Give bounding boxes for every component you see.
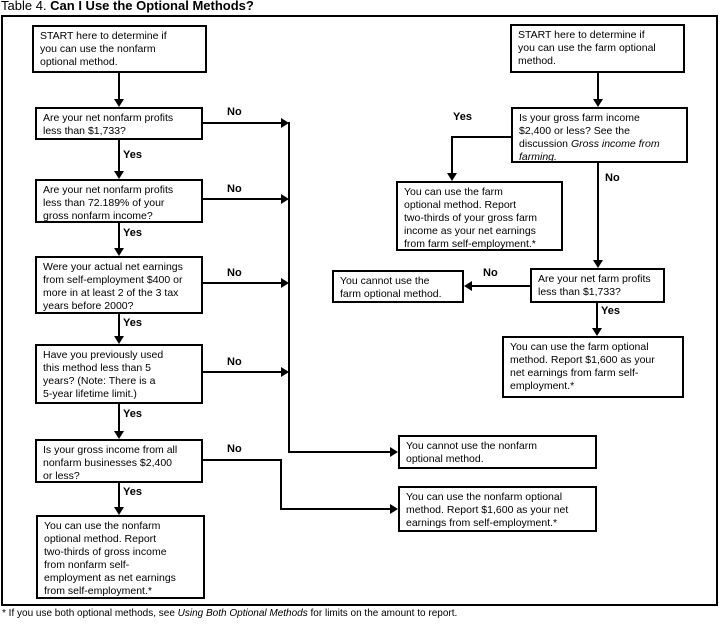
connector-line bbox=[203, 371, 281, 373]
connector-line bbox=[280, 508, 390, 510]
text-line: Is your gross farm income bbox=[519, 112, 640, 124]
text-line: from nonfarm self- bbox=[44, 559, 130, 571]
connector-line bbox=[203, 122, 281, 124]
connector-line bbox=[118, 314, 120, 337]
text-line: less than $1,733? bbox=[43, 125, 126, 137]
no-label: No bbox=[483, 267, 498, 279]
text-line: $2,400 or less? See the bbox=[519, 125, 630, 137]
text-line: Are your net nonfarm profits bbox=[43, 184, 174, 196]
text-segment-italic: farming. bbox=[519, 151, 557, 163]
arrowhead-down-icon bbox=[593, 260, 603, 268]
node-q-nonfarm-profits bbox=[35, 107, 203, 140]
text-line: Were your actual net earnings bbox=[43, 261, 183, 273]
no-label: No bbox=[227, 356, 242, 368]
arrowhead-right-icon bbox=[390, 504, 398, 514]
node-out-cannot-nonfarm bbox=[398, 435, 597, 469]
no-label: No bbox=[227, 183, 242, 195]
node-q-gross-farm-income bbox=[511, 107, 688, 163]
footnote-text: for limits on the amount to report. bbox=[307, 608, 458, 619]
text-line: START here to determine if bbox=[40, 30, 167, 42]
no-label: No bbox=[227, 443, 242, 455]
text-line: income as your net earnings bbox=[404, 225, 536, 237]
connector-line bbox=[118, 73, 120, 100]
connector-line bbox=[451, 136, 511, 138]
connector-line bbox=[451, 136, 453, 174]
node-q-nonfarm-percent bbox=[35, 179, 203, 223]
text-line: You can use the nonfarm bbox=[44, 520, 161, 532]
arrowhead-down-icon bbox=[114, 336, 124, 344]
node-out-cannot-farm bbox=[332, 270, 464, 303]
node-out-nonfarm-1600 bbox=[398, 486, 597, 532]
text-line: you can use the nonfarm bbox=[40, 43, 156, 55]
text-line: gross nonfarm income? bbox=[43, 210, 153, 222]
text-line: years before 2000? bbox=[43, 300, 134, 312]
connector-line bbox=[118, 483, 120, 508]
node-start-nonfarm bbox=[32, 25, 207, 73]
connector-line bbox=[596, 303, 598, 329]
connector-line bbox=[118, 404, 120, 432]
text-line: from self-employment $400 or bbox=[43, 274, 183, 286]
yes-label: Yes bbox=[123, 149, 142, 161]
text-line: employment as net earnings bbox=[44, 572, 176, 584]
no-label: No bbox=[227, 106, 242, 118]
text-line: You cannot use the bbox=[340, 275, 430, 287]
text-line: more in at least 2 of the 3 tax bbox=[43, 287, 179, 299]
yes-label: Yes bbox=[601, 305, 620, 317]
node-q-previously-used bbox=[35, 344, 203, 404]
text-line: from farm self-employment.* bbox=[404, 238, 536, 250]
text-line: earnings from self-employment.* bbox=[406, 517, 558, 529]
node-out-farm-1600 bbox=[502, 336, 684, 398]
text-line: you can use the farm optional bbox=[518, 42, 656, 54]
connector-line bbox=[118, 140, 120, 172]
connector-line bbox=[472, 285, 530, 287]
footnote-text: * If you use both optional methods, see bbox=[2, 608, 178, 619]
text-line: You can use the nonfarm optional bbox=[406, 491, 563, 503]
text-line: less than 72.189% of your bbox=[43, 197, 165, 209]
table-title-main: Can I Use the Optional Methods? bbox=[50, 0, 254, 13]
connector-line bbox=[288, 122, 290, 453]
arrowhead-down-icon bbox=[114, 431, 124, 439]
footnote bbox=[2, 608, 457, 619]
text-line bbox=[519, 138, 684, 151]
yes-label: Yes bbox=[123, 486, 142, 498]
text-line: net earnings from farm self- bbox=[510, 367, 639, 379]
arrowhead-down-icon bbox=[592, 328, 602, 336]
footnote-italic-reference: Using Both Optional Methods bbox=[177, 608, 308, 619]
text-line bbox=[519, 151, 684, 164]
text-line: this method less than 5 bbox=[43, 362, 151, 374]
text-line: method. Report $1,600 as your bbox=[510, 354, 655, 366]
node-q-net-farm-profits bbox=[530, 268, 665, 303]
text-line: two-thirds of your gross farm bbox=[404, 212, 538, 224]
connector-line bbox=[203, 198, 281, 200]
arrowhead-down-icon bbox=[114, 507, 124, 515]
connector-line bbox=[118, 223, 120, 249]
text-line: Is your gross income from all bbox=[43, 444, 178, 456]
arrowhead-down-icon bbox=[114, 248, 124, 256]
text-line: Are your net nonfarm profits bbox=[43, 112, 174, 124]
arrowhead-left-icon bbox=[464, 281, 472, 291]
text-line: You can use the farm bbox=[404, 186, 503, 198]
table-title-prefix: Table 4. bbox=[1, 0, 51, 13]
text-line: from self-employment.* bbox=[44, 585, 152, 597]
text-line: START here to determine if bbox=[518, 29, 645, 41]
text-line: less than $1,733? bbox=[538, 286, 621, 298]
text-line: optional method. bbox=[40, 56, 118, 68]
arrowhead-down-icon bbox=[447, 173, 457, 181]
no-label: No bbox=[227, 267, 242, 279]
connector-line bbox=[597, 73, 599, 100]
no-label: No bbox=[605, 172, 620, 184]
text-line: You cannot use the nonfarm bbox=[406, 440, 537, 452]
text-line: method. bbox=[518, 55, 556, 67]
connector-line bbox=[203, 282, 281, 284]
text-line: optional method. bbox=[406, 453, 484, 465]
arrowhead-down-icon bbox=[114, 171, 124, 179]
text-line: method. Report $1,600 as your net bbox=[406, 504, 569, 516]
text-line: Have you previously used bbox=[43, 349, 164, 361]
arrowhead-down-icon bbox=[593, 99, 603, 107]
connector-line bbox=[597, 163, 599, 261]
connector-line bbox=[280, 459, 282, 510]
node-out-nonfarm-twothirds bbox=[36, 515, 205, 599]
text-line: employment.* bbox=[510, 380, 575, 392]
node-out-farm-twothirds bbox=[396, 181, 563, 251]
text-lines bbox=[519, 112, 684, 138]
text-line: Are your net farm profits bbox=[538, 273, 651, 285]
connector-line bbox=[288, 451, 390, 453]
node-start-farm bbox=[510, 24, 685, 73]
node-q-actual-net-earnings bbox=[35, 256, 203, 314]
text-line: nonfarm businesses $2,400 bbox=[43, 457, 172, 469]
text-line: optional method. Report bbox=[44, 533, 157, 545]
yes-label: Yes bbox=[123, 408, 142, 420]
text-segment: discussion bbox=[519, 138, 571, 150]
text-line: You can use the farm optional bbox=[510, 341, 649, 353]
text-line: two-thirds of gross income bbox=[44, 546, 167, 558]
arrowhead-down-icon bbox=[114, 99, 124, 107]
text-line: or less? bbox=[43, 470, 80, 482]
text-line: farm optional method. bbox=[340, 288, 442, 300]
yes-label: Yes bbox=[453, 111, 472, 123]
text-line: optional method. Report bbox=[404, 199, 517, 211]
text-line: years? (Note: There is a bbox=[43, 375, 156, 387]
node-q-gross-income-all bbox=[35, 439, 203, 483]
text-segment-italic: Gross income from bbox=[570, 138, 660, 150]
arrowhead-right-icon bbox=[390, 447, 398, 457]
yes-label: Yes bbox=[123, 227, 142, 239]
text-line: 5-year lifetime limit.) bbox=[43, 388, 137, 400]
yes-label: Yes bbox=[123, 317, 142, 329]
table-title bbox=[1, 0, 254, 13]
connector-line bbox=[203, 459, 282, 461]
